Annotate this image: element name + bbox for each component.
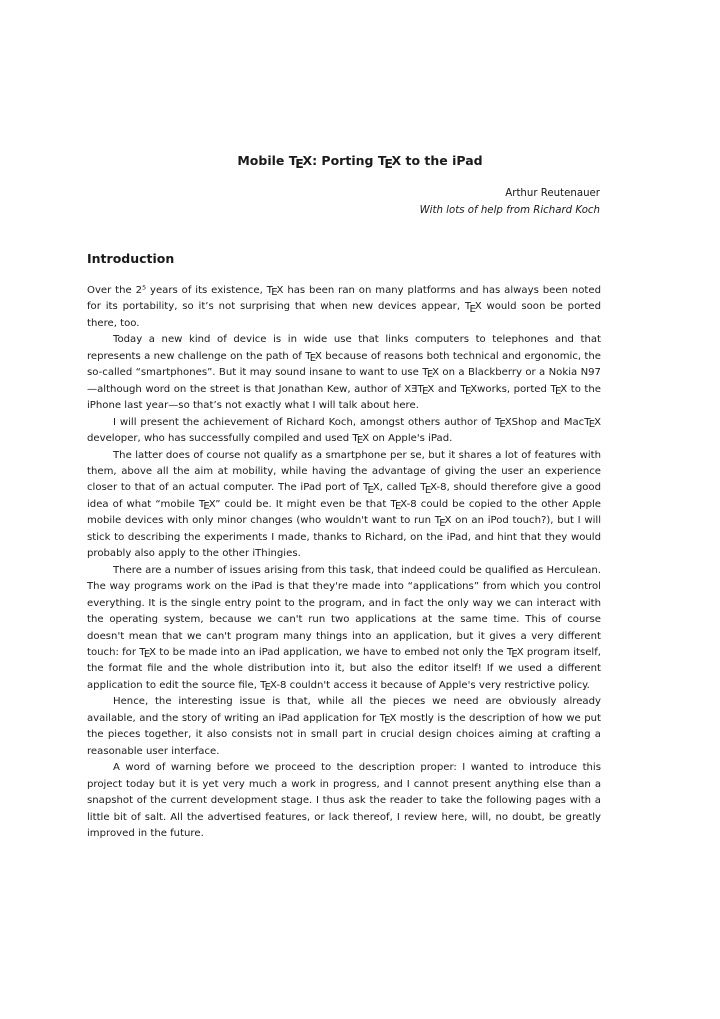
paper-title: Mobile TEX: Porting TEX to the iPad [237,153,483,171]
paragraph: There are a number of issues arising from this task, that indeed could be qualified as Herculean. The way programs work on the iPad is that they're made into “applications” from which you control everything. It is the single entry point to the program, and in fact the only way we can interact with the operating system, because we can't run two applications at the same time. This of course doesn't mean that we can't program many things into an application, but it gives a very different touch: for TEX to be made into an iPad application, we have to embed not only the TEX program itself, the format file and the whole distribution into it, but also the editor itself! If we used a different application to edit the source file, TEX-8 couldn't access it because of Apple's very restrictive policy. [87,564,601,694]
acknowledgement: With lots of help from Richard Koch [419,205,600,216]
section-heading: Introduction [87,251,175,266]
paragraph: Over the 2⁵ years of its existence, TEX has been ran on many platforms and has always been noted for its portability, so it’s not surprising that when new devices appear, TEX would soon be ported there, too. [87,285,601,329]
author-name: Arthur Reutenauer [505,188,600,199]
body-text [87,283,601,842]
paragraph: I will present the achievement of Richard Koch, amongst others author of TEXShop and MacTEX developer, who has successfully compiled and used TEX on Apple's iPad. [87,416,601,447]
byline [420,185,600,219]
paragraph: Today a new kind of device is in wide use that links computers to telephones and that represents a new challenge on the path of TEX because of reasons both technical and ergonomic, the so-called “smartphones”. But it may sound insane to want to use TEX on a Blackberry or a Nokia N97—although word on the street is that Jonathan Kew, author of XƎTEX and TEXworks, ported TEX to the iPhone last year—so that’s not exactly what I will talk about here. [87,334,601,412]
paragraph: The latter does of course not qualify as a smartphone per se, but it shares a lot of features with them, above all the aim at mobility, while having the advantage of giving the user an experience closer to that of an actual computer. The iPad port of TEX, called TEX-8, should therefore give a good idea of what “mobile TEX” could be. It might even be that TEX-8 could be copied to the other Apple mobile devices with only minor changes (who wouldn't want to run TEX on an iPod touch?), but I will stick to describing the experiments I made, thanks to Richard, on the iPad, and hint that they would probably also apply to the other iThingies. [87,449,602,560]
paragraph: A word of warning before we proceed to the description proper: I wanted to introduce this project today but it is yet very much a work in progress, and I cannot present anything else than a snapshot of the current development stage. I thus ask the reader to take the following pages with a little bit of salt. All the advertised features, or lack thereof, I review here, will, no doubt, be greatly improved in the future. [87,762,601,839]
paragraph: Hence, the interesting issue is that, while all the pieces we need are obviously already available, and the story of writing an iPad application for TEX mostly is the description of how we put the pieces together, it also consists not in small part in crucial design choices aiming at crafting a reasonable user interface. [87,696,601,757]
